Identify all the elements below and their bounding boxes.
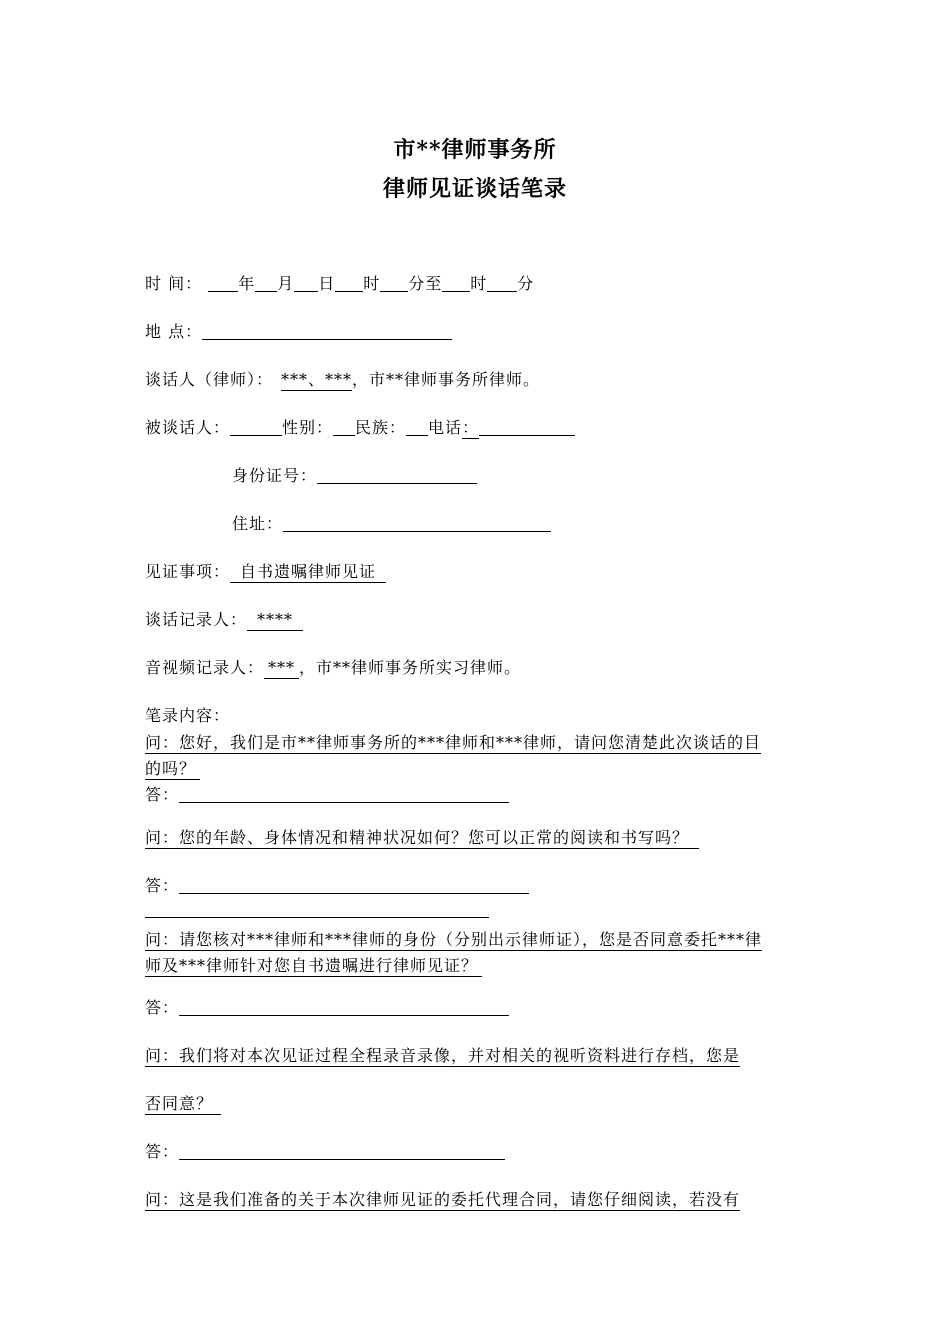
answer-1-label: 答：: [145, 785, 180, 804]
answer-1-blank[interactable]: [179, 786, 509, 803]
answer-2-blank[interactable]: [179, 877, 529, 894]
matter-row: [145, 559, 386, 582]
av-recorder-label: 音视频记录人：: [145, 658, 265, 677]
interviewer-suffix: ，市**律师事务所律师。: [352, 370, 541, 389]
question-3-line-1: [145, 927, 762, 950]
recorder-value: ****: [247, 610, 303, 631]
question-1-line-1: [145, 730, 761, 753]
av-recorder-value: ***: [264, 658, 299, 679]
matter-label: 见证事项：: [145, 562, 231, 581]
day-unit: 日: [318, 274, 336, 293]
answer-4-blank[interactable]: [179, 1143, 505, 1160]
recorder-label: 谈话记录人：: [145, 610, 248, 629]
month-unit: 月: [277, 274, 295, 293]
place-label: 地 点：: [145, 322, 203, 341]
answer-3-blank[interactable]: [179, 999, 509, 1016]
question-4-text-2: 否同意？: [145, 1094, 221, 1115]
matter-value: 自书遗嘱律师见证: [230, 562, 386, 583]
time-label: 时 间：: [145, 274, 203, 293]
phone-colon: ：: [462, 418, 480, 437]
question-2-text: 问：您的年龄、身体情况和精神状况如何？您可以正常的阅读和书写吗？: [145, 828, 699, 849]
interviewee-label: 被谈话人：: [145, 418, 231, 437]
question-1-text-2: 的吗？: [145, 759, 200, 780]
end-minute-blank[interactable]: [487, 275, 517, 292]
firm-name: 市**律师事务所: [393, 137, 557, 163]
av-recorder-row: [145, 655, 521, 678]
gender-label: 性别：: [282, 418, 334, 437]
answer-3-label: 答：: [145, 998, 180, 1017]
question-3-text-1: 问：请您核对***律师和***律师的身份（分别出示律师证），您是否同意委托***律: [145, 930, 763, 949]
question-4-text-1: 问：我们将对本次见证过程全程录音录像，并对相关的视听资料进行存档，您是: [145, 1046, 741, 1065]
answer-2-label: 答：: [145, 876, 180, 895]
id-blank[interactable]: [317, 467, 477, 484]
time-row: [145, 271, 534, 294]
question-3-line-2: [145, 953, 482, 976]
question-3-text-2: 师及***律师针对您自书遗嘱进行律师见证？: [145, 956, 482, 977]
question-1-line-2: [145, 756, 200, 779]
question-1-text-1: 问：您好，我们是市**律师事务所的***律师和***律师，请问您清楚此次谈话的目: [145, 733, 762, 752]
question-4-line-1: [145, 1043, 740, 1066]
month-blank[interactable]: [255, 275, 277, 292]
recorder-row: [145, 607, 303, 630]
interviewer-row: [145, 367, 540, 390]
address-row: [232, 511, 551, 534]
question-5-line-1: [145, 1187, 740, 1210]
id-label: 身份证号：: [232, 466, 318, 485]
year-blank[interactable]: [208, 275, 238, 292]
hour-unit: 时: [363, 274, 381, 293]
question-4-line-2: [145, 1091, 221, 1114]
answer-3-row: [145, 995, 509, 1018]
question-2-line: [145, 825, 699, 848]
ethnicity-label: 民族：: [355, 418, 407, 437]
address-label: 住址：: [232, 514, 284, 533]
id-row: [232, 463, 477, 486]
answer-2-extra-line[interactable]: [145, 917, 489, 918]
interviewer-value: ***、***: [281, 370, 353, 389]
answer-4-row: [145, 1139, 505, 1162]
question-5-text-1: 问：这是我们准备的关于本次律师见证的委托代理合同，请您仔细阅读，若没有: [145, 1190, 741, 1209]
end-minute-unit: 分: [517, 274, 535, 293]
gender-blank[interactable]: [333, 419, 355, 436]
answer-2-row: [145, 873, 529, 896]
hour-blank[interactable]: [335, 275, 363, 292]
address-blank[interactable]: [283, 515, 551, 532]
answer-1-row: [145, 782, 509, 805]
year-unit: 年: [238, 274, 256, 293]
content-label: 笔录内容：: [145, 706, 231, 725]
answer-4-label: 答：: [145, 1142, 180, 1161]
place-blank[interactable]: [202, 323, 452, 340]
place-row: [145, 319, 452, 342]
document-title: 律师见证谈话笔录: [382, 176, 567, 202]
minute-blank[interactable]: [380, 275, 408, 292]
minute-to-unit: 分至: [408, 274, 443, 293]
phone-label: 电话: [428, 418, 463, 437]
end-hour-unit: 时: [470, 274, 488, 293]
ethnicity-blank[interactable]: [406, 419, 428, 436]
interviewee-blank[interactable]: [230, 419, 282, 436]
day-blank[interactable]: [294, 275, 318, 292]
interviewer-label: 谈话人（律师）：: [145, 370, 274, 389]
phone-blank[interactable]: [479, 419, 575, 436]
av-recorder-suffix: ，市**律师事务所实习律师。: [299, 658, 522, 677]
interviewee-row: [145, 415, 575, 438]
end-hour-blank[interactable]: [442, 275, 470, 292]
